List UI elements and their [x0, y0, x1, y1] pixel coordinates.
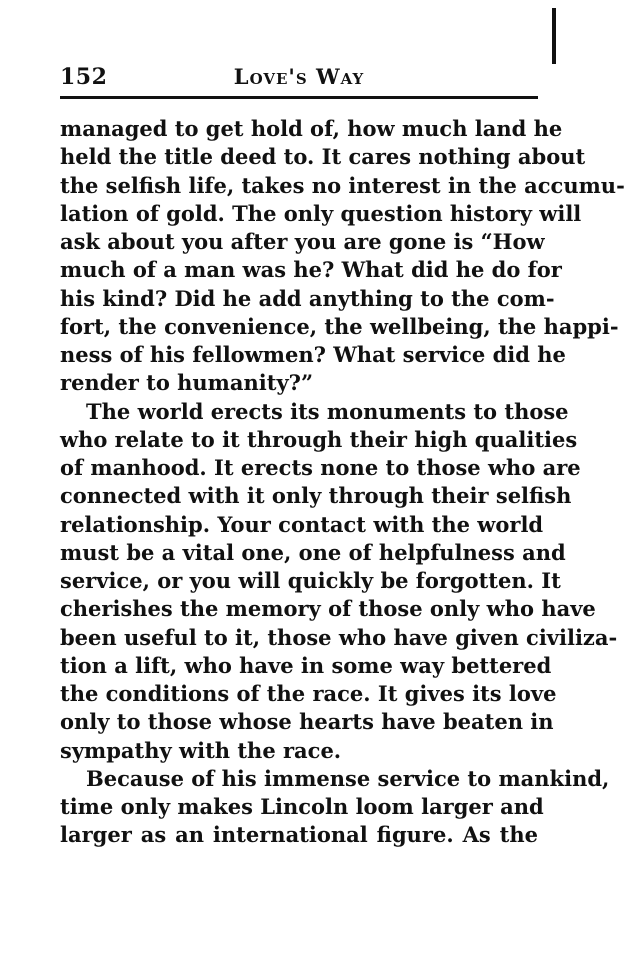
text-line: ness of his fellowmen? What service did he	[60, 342, 566, 367]
text-line: lation of gold. The only question history will	[60, 200, 582, 226]
text-line: of manhood. It erects none to those who are	[60, 455, 581, 480]
paragraph-end-line: render to humanity?”	[60, 370, 314, 396]
text-line: his kind? Did he add anything to the com-	[60, 285, 555, 311]
text-line: fort, the convenience, the wellbeing, the happi-	[60, 313, 619, 339]
text-line: managed to get hold of, how much land he	[60, 116, 563, 141]
running-head	[60, 64, 538, 94]
text-line: held the title deed to. It cares nothing about	[60, 144, 586, 170]
page-number: 152	[60, 64, 108, 90]
text-line: much of a man was he? What did he do for	[60, 257, 562, 283]
text-line: larger as an international figure. As the	[60, 822, 538, 848]
paragraph-start-line: The world erects its monuments to those	[86, 398, 569, 424]
text-line: connected with it only through their selfish	[60, 483, 572, 509]
text-line: who relate to it through their high qualities	[60, 426, 578, 452]
running-title: Love's Way	[233, 64, 365, 89]
text-line: only to those whose hearts have beaten in	[60, 709, 554, 735]
text-line: been useful to it, those who have given civiliza-	[60, 624, 618, 650]
page-edge-mark	[552, 8, 556, 64]
paragraph-end-line: sympathy with the race.	[60, 737, 342, 763]
text-line: the selfish life, takes no interest in the accumu-	[60, 172, 625, 198]
text-line: time only makes Lincoln loom larger and	[60, 794, 544, 819]
text-line: service, or you will quickly be forgotten. It	[60, 568, 561, 593]
header-rule	[60, 96, 538, 99]
paragraph-start-line: Because of his immense service to mankind,	[86, 765, 610, 791]
text-line: cherishes the memory of those only who have	[60, 596, 596, 622]
text-line: the conditions of the race. It gives its love	[60, 681, 557, 706]
text-line: must be a vital one, one of helpfulness and	[60, 539, 566, 565]
body-text	[60, 115, 625, 850]
text-line: tion a lift, who have in some way bettered	[60, 652, 552, 678]
text-line: ask about you after you are gone is “How	[60, 229, 545, 254]
text-line: relationship. Your contact with the world	[60, 511, 544, 537]
